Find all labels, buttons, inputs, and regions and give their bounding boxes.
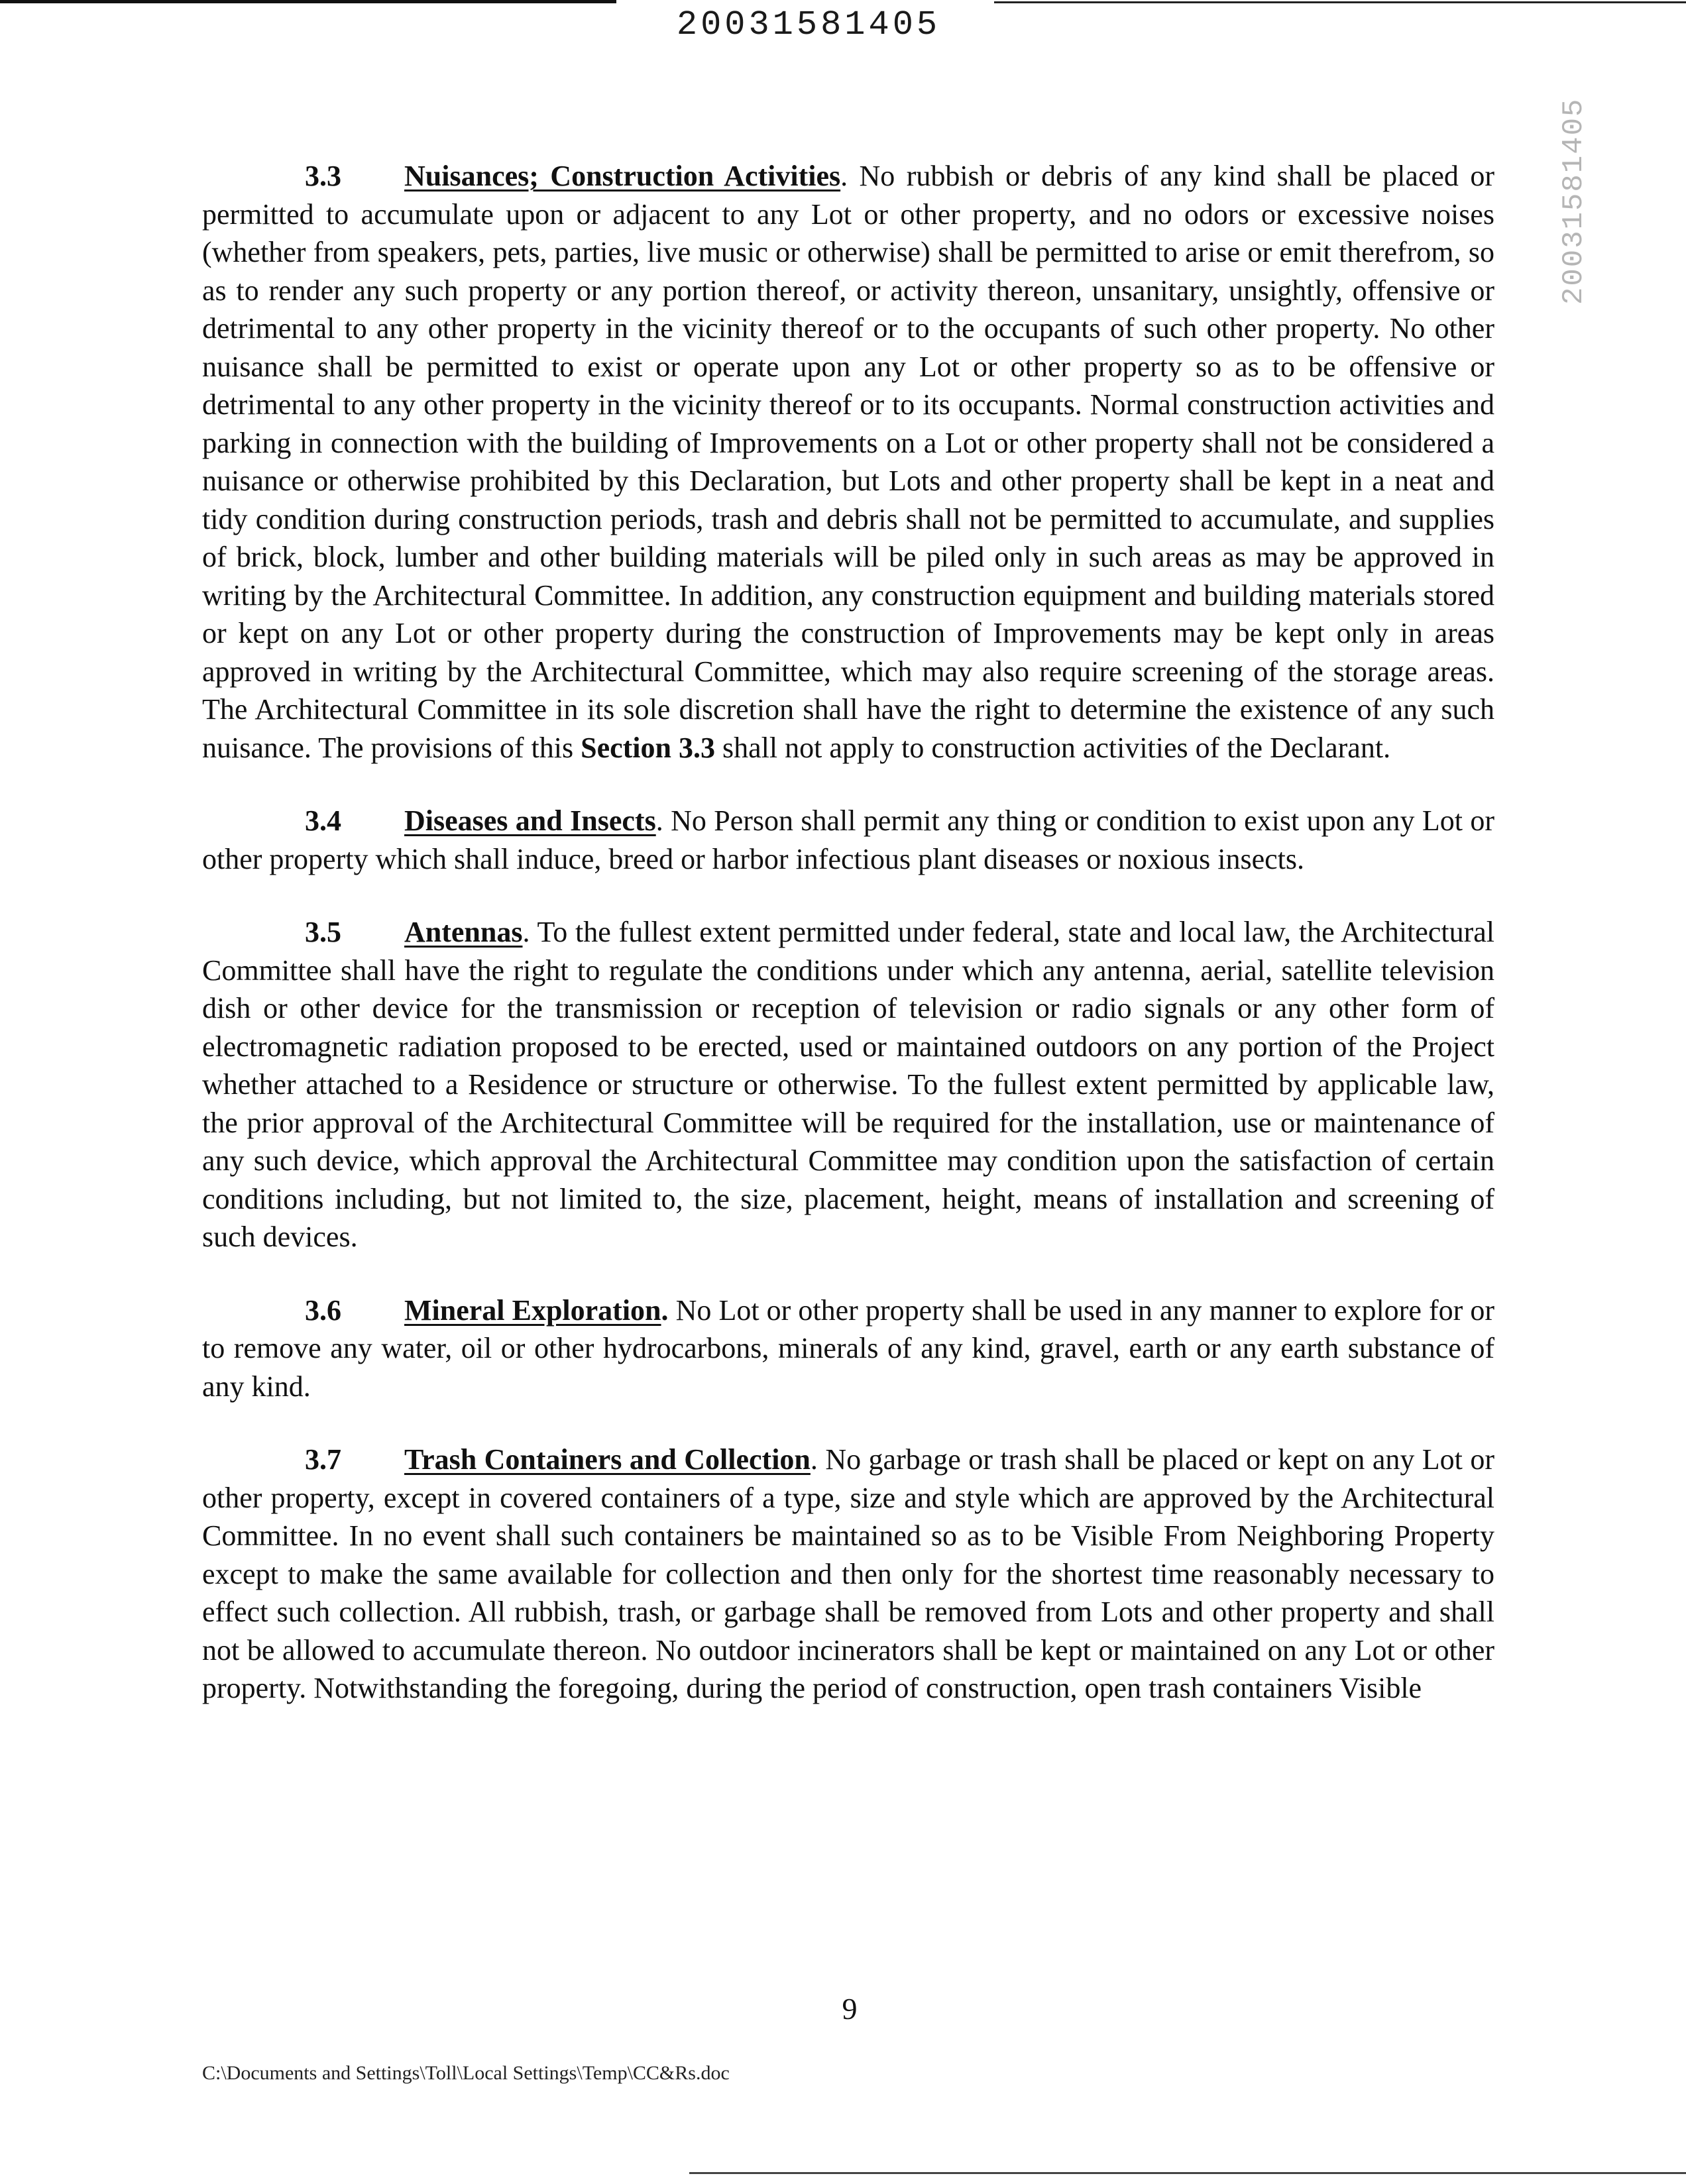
section-title-suffix: . — [661, 1293, 669, 1327]
section-title: Nuisances; Construction Activities — [404, 160, 841, 192]
section-title: Mineral Exploration — [404, 1293, 661, 1327]
section-text: . No rubbish or debris of any kind shall be placed or permitted to accumulate upon or adjacent to any Lot or other property, and no odors or excessive noises (whether from speakers, pets, parties, live music or otherwise) shall be permitted to arise or emit therefrom, so as to render any such property or any portion thereof, or activity thereon, unsanitary, unsightly, offensive or detrimental to any other property in the vicinity thereof or to the occupants of such other property. No other nuisance shall be permitted to exist or operate upon any Lot or other property so as to be offensive or detrimental to any other property in the vicinity thereof or to its occupants. Normal construction activities and parking in connection with the building of Improvements on a Lot or other property shall not be considered a nuisance or otherwise prohibited by this Declaration, but Lots and other property shall be kept in a neat and tidy condition during construction periods, trash and debris shall not be permitted to accumulate, and supplies of brick, block, lumber and other building materials will be piled only in such areas as may be approved in writing by the Architectural Committee. In addition, any construction equipment and building materials stored or kept on any Lot or other property during the construction of Improvements may be kept only in areas approved in writing by the Architectural Committee, which may also require screening of the storage areas. The Architectural Committee in its sole discretion shall have the right to determine the existence of any such nuisance. The provisions of this — [202, 160, 1494, 764]
section-text: No Lot or other property shall be used in any manner to explore for or to remove any water, oil or other hydrocarbons, minerals of any kind, gravel, earth or any earth substance of any kind. — [202, 1293, 1494, 1403]
section-number: 3.6 — [305, 1293, 341, 1327]
section-title: Antennas — [404, 916, 523, 948]
section-3-3 — [202, 157, 1494, 767]
section-text-end: shall not apply to construction activities of the Declarant. — [715, 731, 1391, 764]
footer-file-path: C:\Documents and Settings\Toll\Local Settings\Temp\CC&Rs.doc — [202, 2062, 730, 2084]
page-number: 9 — [842, 1992, 858, 2026]
section-number: 3.4 — [305, 804, 341, 837]
top-rule-right — [994, 1, 1686, 3]
section-title: Diseases and Insects — [404, 804, 656, 837]
section-3-6 — [202, 1291, 1494, 1406]
document-number: 20031581405 — [676, 5, 941, 44]
top-rule-left — [0, 0, 616, 3]
document-body — [202, 157, 1494, 1743]
section-3-5 — [202, 913, 1494, 1256]
section-text: . No Person shall permit any thing or condition to exist upon any Lot or other property which shall induce, breed or harbor infectious plant diseases or noxious insects. — [202, 804, 1494, 875]
section-reference: Section 3.3 — [581, 731, 716, 764]
bottom-rule — [689, 2172, 1686, 2174]
section-text: . No garbage or trash shall be placed or kept on any Lot or other property, except in covered containers of a type, size and style which are approved by the Architectural Committee. In no event shall such containers be maintained so as to be Visible From Neighboring Property except to make the same available for collection and then only for the shortest time reasonably necessary to effect such collection. All rubbish, trash, or garbage shall be removed from Lots and other property and shall not be allowed to accumulate thereon. No outdoor incinerators shall be kept or maintained on any Lot or other property. Notwithstanding the foregoing, during the period of construction, open trash containers Visible — [202, 1443, 1494, 1704]
section-3-4 — [202, 802, 1494, 878]
section-3-7 — [202, 1441, 1494, 1708]
section-number: 3.3 — [305, 160, 341, 192]
section-number: 3.7 — [305, 1443, 341, 1476]
side-stamp: 20031581405 — [1557, 97, 1591, 305]
section-title: Trash Containers and Collection — [404, 1443, 811, 1476]
section-number: 3.5 — [305, 916, 341, 948]
section-text: . To the fullest extent permitted under federal, state and local law, the Architectural Committee shall have the right to regulate the conditions under which any antenna, aerial, satellite television dish or other device for the transmission or reception of television or radio signals or any other form of electromagnetic radiation proposed to be erected, used or maintained outdoors on any portion of the Project whether attached to a Residence or structure or otherwise. To the fullest extent permitted by applicable law, the prior approval of the Architectural Committee will be required for the installation, use or maintenance of any such device, which approval the Architectural Committee may condition upon the satisfaction of certain conditions including, but not limited to, the size, placement, height, means of installation and screening of such devices. — [202, 916, 1494, 1253]
